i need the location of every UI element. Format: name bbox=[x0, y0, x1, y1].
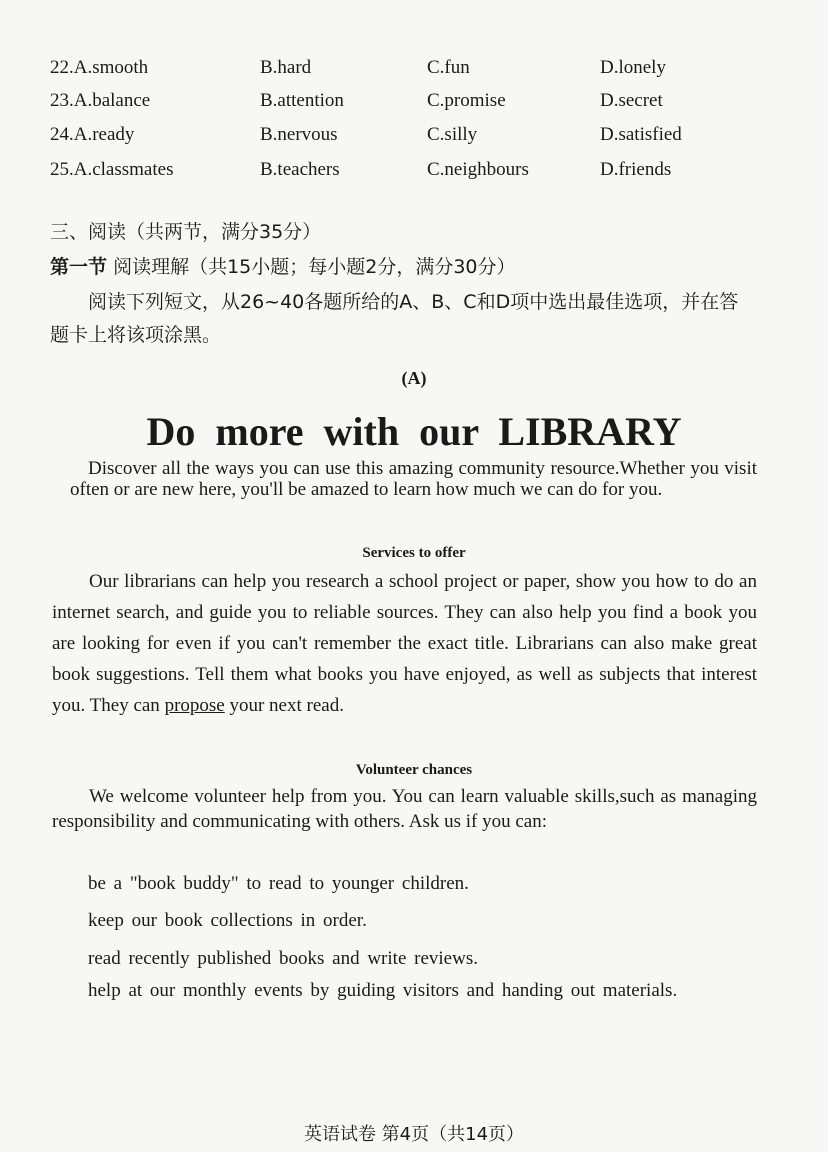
option-b: B.teachers bbox=[260, 159, 340, 180]
section-heading: 三、阅读（共两节，满分35分） bbox=[50, 221, 322, 243]
option-a: 22.A.smooth bbox=[50, 57, 149, 78]
passage-title: Do more with our LIBRARY bbox=[146, 409, 682, 454]
list-item: read recently published books and write reviews. bbox=[88, 948, 478, 969]
option-d: D.lonely bbox=[600, 57, 666, 78]
intro-paragraph: Discover all the ways you can use this amazing community resource.Whether you visit often or are new here, you'll be amazed to learn how much we can do for you. bbox=[70, 458, 757, 500]
option-a: 24.A.ready bbox=[50, 124, 135, 145]
option-a: 25.A.classmates bbox=[50, 159, 174, 180]
list-item: be a "book buddy" to read to younger children. bbox=[88, 873, 469, 894]
option-b: B.attention bbox=[260, 90, 344, 111]
option-d: D.secret bbox=[600, 90, 663, 111]
option-b: B.nervous bbox=[260, 124, 338, 145]
services-heading: Services to offer bbox=[362, 545, 466, 561]
volunteer-paragraph: We welcome volunteer help from you. You can learn valuable skills,such as managing responsibility and communicating with others. Ask us if you can: bbox=[52, 786, 757, 832]
part-heading bbox=[50, 252, 516, 279]
option-c: C.promise bbox=[427, 90, 506, 111]
page-footer: 英语试卷 第4页（共14页） bbox=[303, 1124, 525, 1145]
part-text: 阅读理解（共15小题；每小题2分，满分30分） bbox=[113, 256, 516, 278]
list-item: help at our monthly events by guiding visitors and handing out materials. bbox=[88, 980, 678, 1001]
services-text: Our librarians can help you research a school project or paper, show you how to do an internet search, and guide you to reliable sources. They can also help you find a book you are looking for even if you can't remember the exact title. Librarians can also make great book suggestions. Tell them what books you have enjoyed, as well as subjects that interest you. They can bbox=[52, 571, 757, 716]
passage-label: (A) bbox=[401, 368, 427, 388]
services-text-end: your next read. bbox=[229, 695, 344, 716]
part-label: 第一节 bbox=[50, 256, 108, 278]
option-b: B.hard bbox=[260, 57, 312, 78]
option-a: 23.A.balance bbox=[50, 90, 151, 111]
underlined-word: propose bbox=[164, 695, 225, 716]
option-d: D.friends bbox=[600, 159, 672, 180]
option-c: C.neighbours bbox=[427, 159, 529, 180]
instruction-line-2: 题卡上将该项涂黑。 bbox=[50, 324, 222, 346]
volunteer-heading: Volunteer chances bbox=[355, 762, 473, 778]
list-item: keep our book collections in order. bbox=[88, 910, 367, 931]
option-d: D.satisfied bbox=[600, 124, 682, 145]
instruction-line-1: 阅读下列短文，从26~40各题所给的A、B、C和D项中选出最佳选项，并在答 bbox=[88, 291, 739, 313]
option-c: C.silly bbox=[427, 124, 478, 145]
option-c: C.fun bbox=[427, 57, 470, 78]
services-paragraph bbox=[52, 566, 757, 721]
